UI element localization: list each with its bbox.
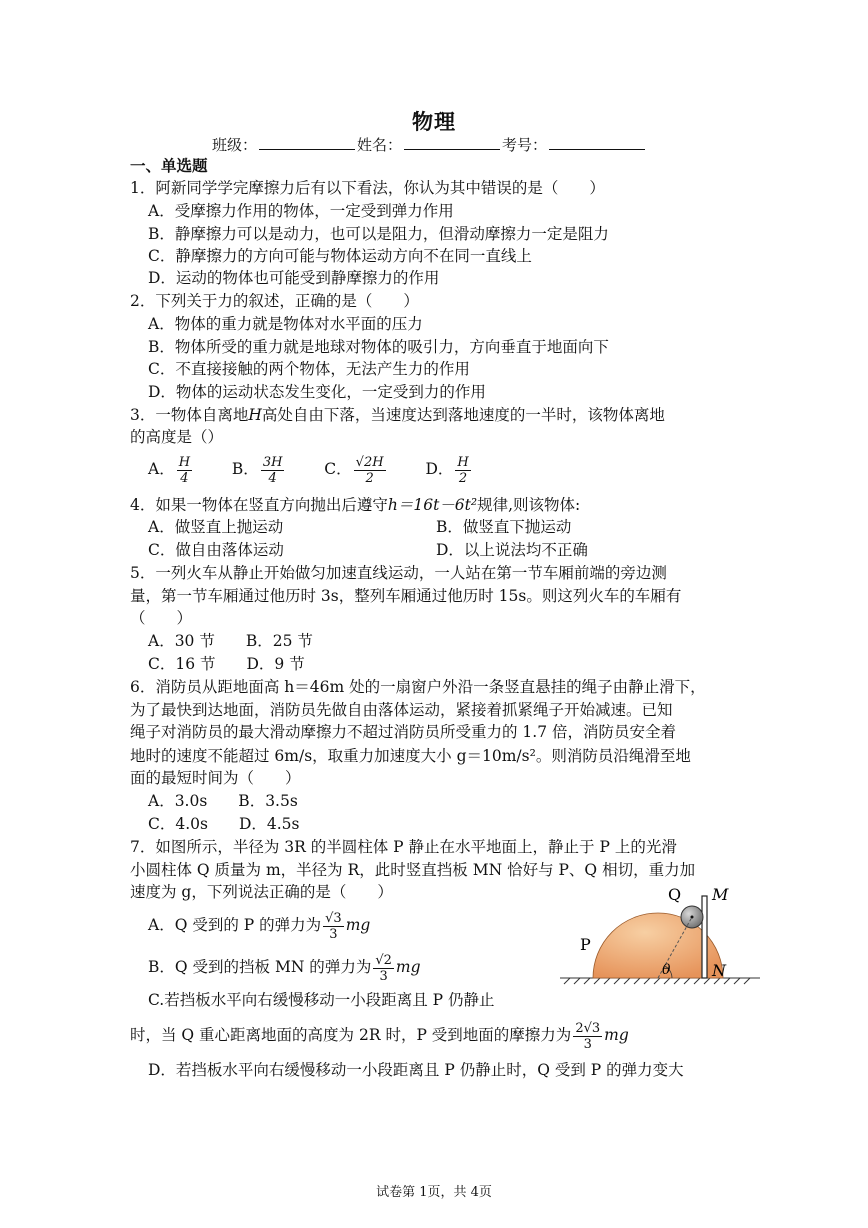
page-footer: 试卷第 1页，共 4页 [376,1185,492,1200]
q7-option-a: A．Q 受到的 P 的弹力为 $\frac{√3}{3}$ mg [148,910,371,942]
q7-stem-line1: 7．如图所示，半径为 3R 的半圆柱体 P 静止在水平地面上，静止于 P 上的光滑 [130,838,677,856]
q3-options [148,450,473,488]
q3-option-a: A． $\frac{H}{4}$ [148,454,191,486]
q5-options-cd: C．16 节 D．9 节 [148,655,305,673]
q7-option-c-line2: 时，当 Q 重心距离地面的高度为 2R 时，P 受到地面的摩擦力为 $\frac{2√3}{3}$ mg [130,1020,629,1052]
q6-stem-line3: 绳子对消防员的最大滑动摩擦力不超过消防员所受重力的 1.7 倍，消防员安全着 [130,723,677,741]
q3-option-c: C． $\frac{√2H}{2}$ [324,454,384,486]
q3-option-d: D． $\frac{H}{2}$ [425,454,469,486]
wall-mn [702,896,707,978]
ground-hatch [560,978,760,984]
q1-stem: 1．阿新同学学完摩擦力后有以下看法，你认为其中错误的是（ ） [130,179,605,197]
q1-option-c: C．静摩擦力的方向可能与物体运动方向不在同一直线上 [148,247,532,265]
label-theta: θ [662,962,671,978]
label-q: Q [668,885,682,904]
label-n: N [712,961,726,980]
q5-stem-line2: 量，第一节车厢通过他历时 3s，整列车厢通过他历时 15s。则这列火车的车厢有 [130,587,682,605]
class-blank [259,135,355,150]
q5-stem-line1: 5．一列火车从静止开始做匀加速直线运动，一人站在第一节车厢前端的旁边测 [130,564,667,582]
q7-option-c-line1: C.若挡板水平向右缓慢移动一小段距离且 P 仍静止 [148,991,495,1009]
q3-option-b: B． $\frac{3H}{4}$ [231,454,283,486]
label-p: P [580,935,591,954]
name-label: 姓名： [357,136,403,154]
q4-option-d: D．以上说法均不正确 [436,541,588,559]
q2-option-c: C．不直接接触的两个物体，无法产生力的作用 [148,360,470,378]
class-label: 班级： [212,136,258,154]
id-blank [549,135,645,150]
q7-stem-line2: 小圆柱体 Q 质量为 m，半径为 R，此时竖直挡板 MN 恰好与 P、Q 相切，重力加 [130,861,696,879]
q2-option-b: B．物体所受的重力就是地球对物体的吸引力，方向垂直于地面向下 [148,338,609,356]
q6-options-ab: A．3.0s B．3.5s [148,792,298,810]
q3-stem: 3．一物体自离地H高处自由下落，当速度达到落地速度的一半时，该物体离地 [130,406,665,424]
page-title: 物理 [412,109,456,134]
q6-stem-line2: 为了最快到达地面，消防员先做自由落体运动，紧接着抓紧绳子开始减速。已知 [130,701,673,719]
q3-stem-line2: 的高度是（） [130,428,224,446]
section-heading: 一、单选题 [130,156,208,175]
q6-stem-line4: 地时的速度不能超过 6m/s，取重力加速度大小 g＝10m/s²。则消防员沿绳滑至地 [130,747,691,765]
q4-stem: 4．如果一物体在竖直方向抛出后遵守h＝16t－6t²规律,则该物体: [130,496,581,514]
q5-stem-line3: （ ） [130,609,193,627]
q7-stem-line3: 速度为 g，下列说法正确的是（ ） [130,883,393,901]
q4-formula: h＝16t－6t² [387,496,478,514]
q2-option-a: A．物体的重力就是物体对水平面的压力 [148,315,423,333]
q1-option-d: D．运动的物体也可能受到静摩擦力的作用 [148,269,440,287]
q2-stem: 2．下列关于力的叙述，正确的是（ ） [130,292,419,310]
q4-option-a: A．做竖直上抛运动 [148,518,284,536]
name-blank [404,135,500,150]
q7-option-d: D．若挡板水平向右缓慢移动一小段距离且 P 仍静止时，Q 受到 P 的弹力变大 [148,1061,684,1079]
q7-figure [560,878,760,988]
q4-option-c: C．做自由落体运动 [148,541,284,559]
q6-stem-line1: 6．消防员从距地面高 h＝46m 处的一扇窗户外沿一条竖直悬挂的绳子由静止滑下， [130,678,706,696]
q1-option-b: B．静摩擦力可以是动力，也可以是阻力，但滑动摩擦力一定是阻力 [148,225,609,243]
q2-option-d: D．物体的运动状态发生变化，一定受到力的作用 [148,383,486,401]
q6-stem-line5: 面的最短时间为（ ） [130,769,301,787]
label-m: M [712,885,729,904]
student-info-row [212,134,647,155]
q6-options-cd: C．4.0s D．4.5s [148,815,300,833]
q5-options-ab: A．30 节 B．25 节 [148,632,313,650]
q1-option-a: A．受摩擦力作用的物体，一定受到弹力作用 [148,202,454,220]
q7-option-b: B．Q 受到的挡板 MN 的弹力为 $\frac{√2}{3}$ mg [148,952,421,984]
id-label: 考号： [502,136,548,154]
q4-option-b: B．做竖直下抛运动 [436,518,572,536]
